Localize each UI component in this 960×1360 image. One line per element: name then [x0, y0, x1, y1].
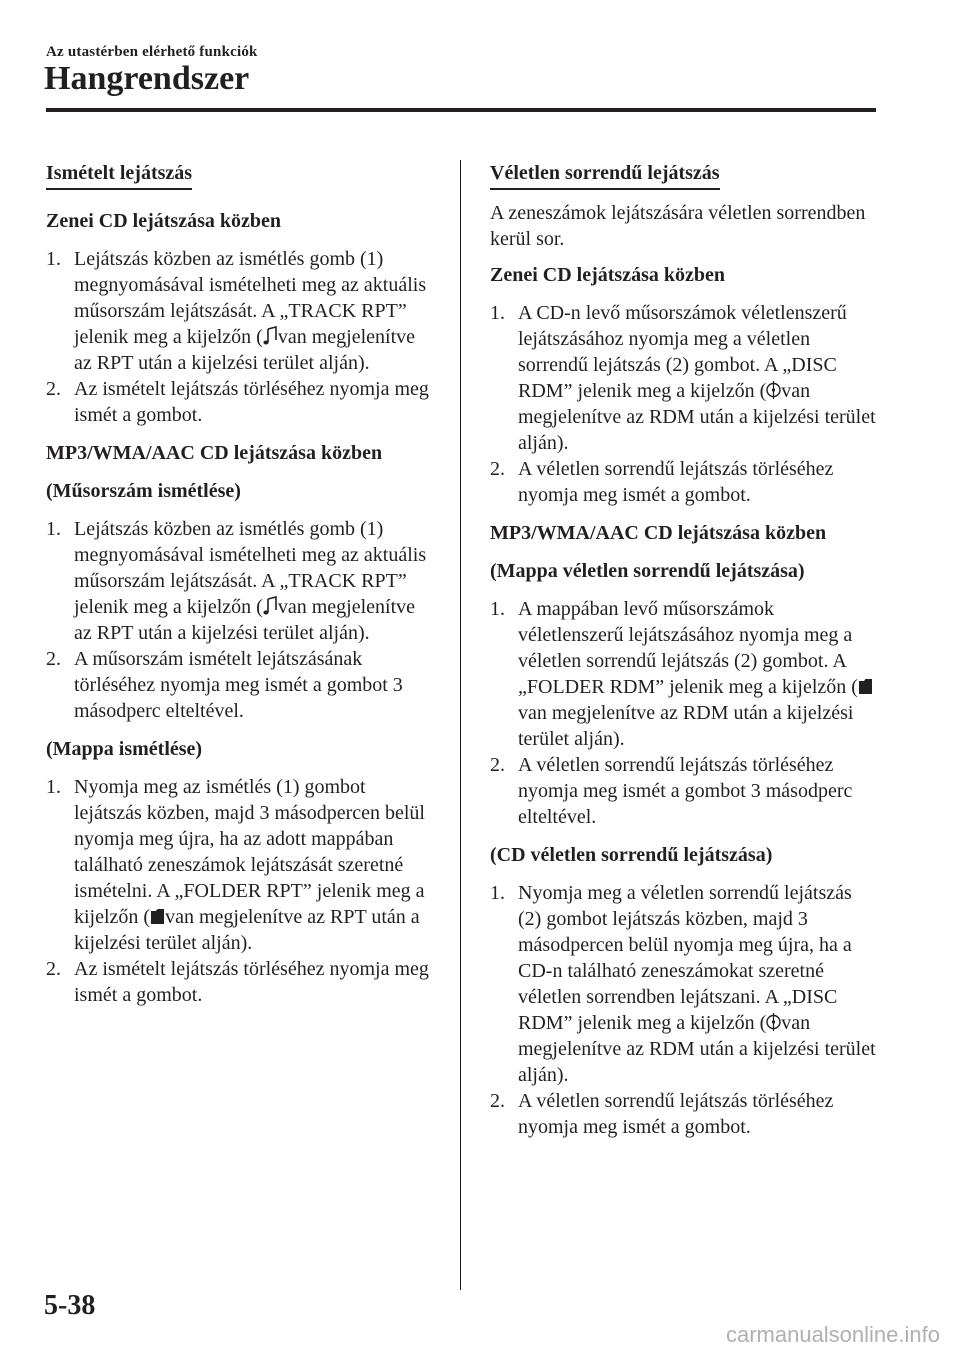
- header-section: Az utastérben elérhető funkciók: [46, 44, 258, 60]
- header-rule: [46, 108, 876, 112]
- column-divider: [460, 160, 461, 1290]
- list-item: 2. A műsorszám ismételt lejátszásának törléséhez nyomja meg ismét a gombot 3 másodperc elteltével.: [46, 648, 403, 722]
- subheading-track-repeat: (Műsorszám ismétlése): [46, 480, 241, 502]
- note-icon: [263, 596, 278, 616]
- steps-left-track: [46, 516, 434, 724]
- subheading-mp3: MP3/WMA/AAC CD lejátszása közben: [490, 522, 827, 544]
- list-item: 2. A véletlen sorrendű lejátszás törléséhez nyomja meg ismét a gombot 3 másodperc elteltével.: [490, 754, 853, 828]
- list-item: 1. Lejátszás közben az ismétlés gomb (1) megnyomásával ismételheti meg az aktuális műsorszám lejátszását. A „TRACK RPT” jelenik meg a kijelzőn ( van megjelenítve az RPT után a kijelzési terület alján).: [46, 518, 427, 644]
- intro-text: A zeneszámok lejátszására véletlen sorrendben kerül sor.: [490, 202, 866, 250]
- page-title: Hangrendszer: [44, 60, 250, 97]
- steps-left-cd: [46, 246, 434, 428]
- steps-right-cd: [490, 300, 878, 508]
- section-title-repeat: Ismételt lejátszás: [46, 160, 192, 190]
- list-item: 1. Nyomja meg a véletlen sorrendű lejátszás (2) gombot lejátszás közben, majd 3 másodpercen belül nyomja meg újra, ha a CD-n található zeneszámokat szeretné véletlen sorrendben lejátszani. A „DISC RDM” jelenik meg a kijelzőn ( van megjelenítve az RDM után a kijelzési terület alján).: [490, 882, 876, 1086]
- list-item: 2. A véletlen sorrendű lejátszás törléséhez nyomja meg ismét a gombot.: [490, 1090, 834, 1138]
- disc-icon: [766, 380, 781, 400]
- list-item: 1. Nyomja meg az ismétlés (1) gombot lejátszás közben, majd 3 másodpercen belül nyomja meg újra, ha az adott mappában található zeneszámok lejátszását szeretné ismételni. A „FOLDER RPT” jelenik meg a kijelzőn ( van megjelenítve az RPT után a kijelzési terület alján).: [46, 776, 425, 954]
- steps-right-cdrdm: [490, 880, 878, 1140]
- disc-icon: [766, 1012, 781, 1032]
- list-item: 2. A véletlen sorrendű lejátszás törléséhez nyomja meg ismét a gombot.: [490, 458, 834, 506]
- subheading-folder-repeat: (Mappa ismétlése): [46, 738, 203, 760]
- subheading-cd-random: (CD véletlen sorrendű lejátszása): [490, 844, 773, 866]
- right-column: [490, 160, 878, 1152]
- section-title-random: Véletlen sorrendű lejátszás: [490, 160, 720, 190]
- folder-icon: [858, 676, 873, 696]
- list-item: 1. A CD-n levő műsorszámok véletlenszerű lejátszásához nyomja meg a véletlen sorrendű lejátszás (2) gombot. A „DISC RDM” jelenik meg a kijelzőn ( van megjelenítve az RDM után a kijelzési terület alján).: [490, 302, 876, 454]
- page-number: 5-38: [44, 1290, 96, 1321]
- list-item: 2. Az ismételt lejátszás törléséhez nyomja meg ismét a gombot.: [46, 958, 429, 1006]
- steps-right-folder: [490, 596, 878, 830]
- step-number: 1.: [46, 248, 61, 270]
- steps-left-folder: [46, 774, 434, 1008]
- watermark: carmanualsonline.info: [725, 1322, 940, 1347]
- subheading-cd: Zenei CD lejátszása közben: [46, 210, 281, 232]
- left-column: [46, 160, 434, 1020]
- subheading-mp3: MP3/WMA/AAC CD lejátszása közben: [46, 442, 383, 464]
- list-item: 1. Lejátszás közben az ismétlés gomb (1) megnyomásával ismételheti meg az aktuális műsorszám lejátszását. A „TRACK RPT” jelenik meg a kijelzőn ( van megjelenítve az RPT után a kijelzési terület alján).: [46, 248, 427, 374]
- list-item: 1. A mappában levő műsorszámok véletlenszerű lejátszásához nyomja meg a véletlen sorrendű lejátszás (2) gombot. A „FOLDER RDM” jelenik meg a kijelzőn (van megjelenítve az RDM után a kijelzési terület alján).: [490, 596, 878, 752]
- folder-icon: [150, 906, 165, 926]
- subheading-folder-random: (Mappa véletlen sorrendű lejátszása): [490, 560, 805, 582]
- list-item: 2. Az ismételt lejátszás törléséhez nyomja meg ismét a gombot.: [46, 378, 429, 426]
- subheading-cd: Zenei CD lejátszása közben: [490, 264, 725, 286]
- note-icon: [263, 326, 278, 346]
